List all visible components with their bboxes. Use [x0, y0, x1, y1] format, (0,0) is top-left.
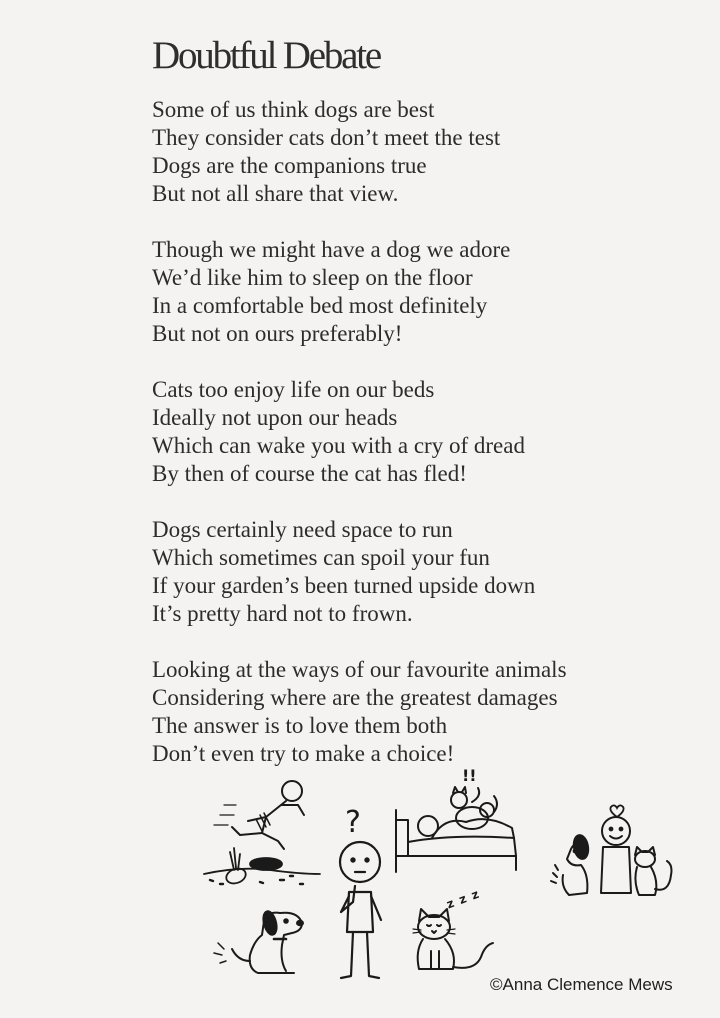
- figure-with-dog-and-cat-icon: [545, 815, 680, 900]
- surprise-marks: !!: [462, 766, 477, 785]
- poem-line: We’d like him to sleep on the floor: [152, 265, 473, 290]
- poem-line: But not on ours preferably!: [152, 321, 403, 346]
- sitting-cat-icon: [405, 905, 500, 973]
- poem-line: By then of course the cat has fled!: [152, 461, 467, 486]
- question-mark: ?: [345, 805, 361, 840]
- poem-line: Considering where are the greatest damages: [152, 685, 558, 710]
- poem-line: They consider cats don’t meet the test: [152, 125, 501, 150]
- poem-body: [152, 96, 672, 796]
- poem-line: Which sometimes can spoil your fun: [152, 545, 490, 570]
- poem-line: Don’t even try to make a choice!: [152, 741, 455, 766]
- poem-line: In a comfortable bed most definitely: [152, 293, 488, 318]
- poem-line: Cats too enjoy life on our beds: [152, 377, 435, 402]
- thinking-figure-icon: [325, 840, 395, 985]
- poem-line: Though we might have a dog we adore: [152, 237, 511, 262]
- poem-line: Looking at the ways of our favourite animals: [152, 657, 567, 682]
- poem-line: Some of us think dogs are best: [152, 97, 435, 122]
- poem-line: The answer is to love them both: [152, 713, 448, 738]
- dug-garden-icon: [200, 830, 325, 892]
- sitting-dog-icon: [208, 905, 308, 977]
- stanza: [152, 376, 672, 488]
- poem-line: Which can wake you with a cry of dread: [152, 433, 525, 458]
- poem-line: Dogs are the companions true: [152, 153, 427, 178]
- poem-line: If your garden’s been turned upside down: [152, 573, 536, 598]
- snore-zzz: z z z: [444, 886, 482, 912]
- heart-icon: [608, 803, 626, 819]
- stanza: [152, 516, 672, 628]
- stanza: [152, 236, 672, 348]
- stanza: [152, 656, 672, 768]
- poem-line: Dogs certainly need space to run: [152, 517, 453, 542]
- poem-line: Ideally not upon our heads: [152, 405, 398, 430]
- poem-line: It’s pretty hard not to frown.: [152, 601, 413, 626]
- stanza: [152, 96, 672, 208]
- poem-line: But not all share that view.: [152, 181, 399, 206]
- poem-title: Doubtful Debate: [152, 34, 381, 77]
- copyright-notice: ©Anna Clemence Mews: [490, 975, 673, 994]
